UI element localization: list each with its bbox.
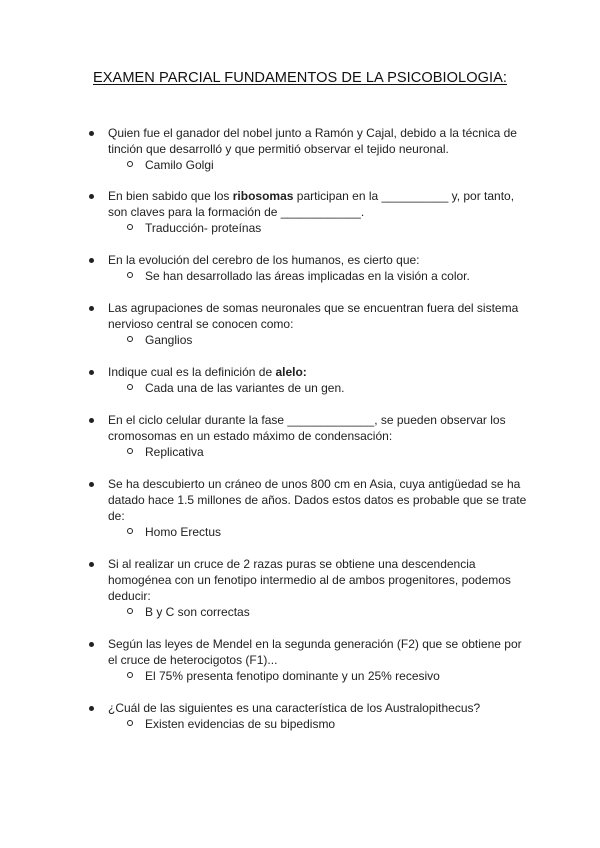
answer-text: Ganglios: [145, 333, 193, 347]
bullet-icon: [89, 370, 94, 375]
hollow-bullet-icon: [127, 608, 133, 614]
answer-text: Camilo Golgi: [145, 158, 214, 172]
answer-item: [0, 220, 600, 236]
question-text: [108, 252, 528, 268]
question-text-segment: Quien fue el ganador del nobel junto a Ramón y Cajal, debido a la técnica de tinción que desarrolló y que permitió observar el tejido neuronal.: [108, 126, 517, 156]
question-text: [108, 125, 528, 157]
hollow-bullet-icon: [127, 384, 133, 390]
answer-text: Replicativa: [145, 445, 204, 459]
question-text-segment: participan en la __________ y, por tanto, son claves para la formación de ____________.: [108, 189, 515, 219]
hollow-bullet-icon: [127, 528, 133, 534]
answer-text: Traducción- proteínas: [145, 221, 262, 235]
bullet-icon: [89, 258, 94, 263]
page-title: EXAMEN PARCIAL FUNDAMENTOS DE LA PSICOBIOLOGIA:: [92, 70, 508, 86]
bullet-icon: [89, 706, 94, 711]
hollow-bullet-icon: [127, 720, 133, 726]
bullet-icon: [89, 131, 94, 136]
question-text-segment: En bien sabido que los: [108, 189, 233, 203]
answer-text: Se han desarrollado las áreas implicadas en la visión a color.: [145, 269, 470, 283]
bullet-icon: [89, 562, 94, 567]
question-text: [108, 364, 528, 380]
answer-item: [0, 332, 600, 348]
answer-item: [0, 668, 600, 684]
hollow-bullet-icon: [127, 272, 133, 278]
question-text-segment: Indique cual es la definición de: [108, 365, 276, 379]
question-text: [108, 412, 528, 444]
question-text: [108, 636, 528, 668]
answer-text: Cada una de las variantes de un gen.: [145, 381, 345, 395]
answer-item: [0, 157, 600, 173]
answer-text: El 75% presenta fenotipo dominante y un 25% recesivo: [145, 669, 440, 683]
question-text: [108, 556, 528, 604]
question-text-segment: En la evolución del cerebro de los humanos, es cierto que:: [108, 253, 420, 267]
hollow-bullet-icon: [127, 161, 133, 167]
bullet-icon: [89, 418, 94, 423]
question-text-bold: ribosomas: [232, 189, 294, 203]
hollow-bullet-icon: [127, 448, 133, 454]
question-text: [108, 188, 528, 220]
hollow-bullet-icon: [127, 224, 133, 230]
answer-text: Homo Erectus: [145, 525, 222, 539]
question-text-segment: Si al realizar un cruce de 2 razas puras se obtiene una descendencia homogénea con un fenotipo intermedio al de ambos progenitores, podemos deducir:: [108, 557, 511, 603]
bullet-icon: [89, 642, 94, 647]
hollow-bullet-icon: [127, 672, 133, 678]
answer-item: [0, 380, 600, 396]
answer-text: Existen evidencias de su bipedismo: [145, 717, 336, 731]
question-text: [108, 700, 528, 716]
answer-item: [0, 444, 600, 460]
question-text: [108, 476, 528, 524]
answer-item: [0, 604, 600, 620]
answer-item: [0, 524, 600, 540]
hollow-bullet-icon: [127, 336, 133, 342]
question-text-segment: Las agrupaciones de somas neuronales que se encuentran fuera del sistema nervioso central se conocen como:: [108, 301, 519, 331]
answer-item: [0, 716, 600, 732]
question-text-bold: alelo:: [275, 365, 307, 379]
answer-text: B y C son correctas: [145, 605, 250, 619]
bullet-icon: [89, 194, 94, 199]
bullet-icon: [89, 306, 94, 311]
question-text-segment: Según las leyes de Mendel en la segunda generación (F2) que se obtiene por el cruce de heterocigotos (F1)...: [108, 637, 522, 667]
question-text-segment: ¿Cuál de las siguientes es una característica de los Australopithecus?: [108, 701, 481, 715]
answer-item: [0, 268, 600, 284]
question-text-segment: En el ciclo celular durante la fase _____________, se pueden observar los cromosomas en un estado máximo de condensación:: [108, 413, 506, 443]
question-text-segment: Se ha descubierto un cráneo de unos 800 cm en Asia, cuya antigüedad se ha datado hace 1.5 millones de años. Dados estos datos es probable que se trate de:: [108, 477, 527, 523]
bullet-icon: [89, 482, 94, 487]
question-text: [108, 300, 528, 332]
